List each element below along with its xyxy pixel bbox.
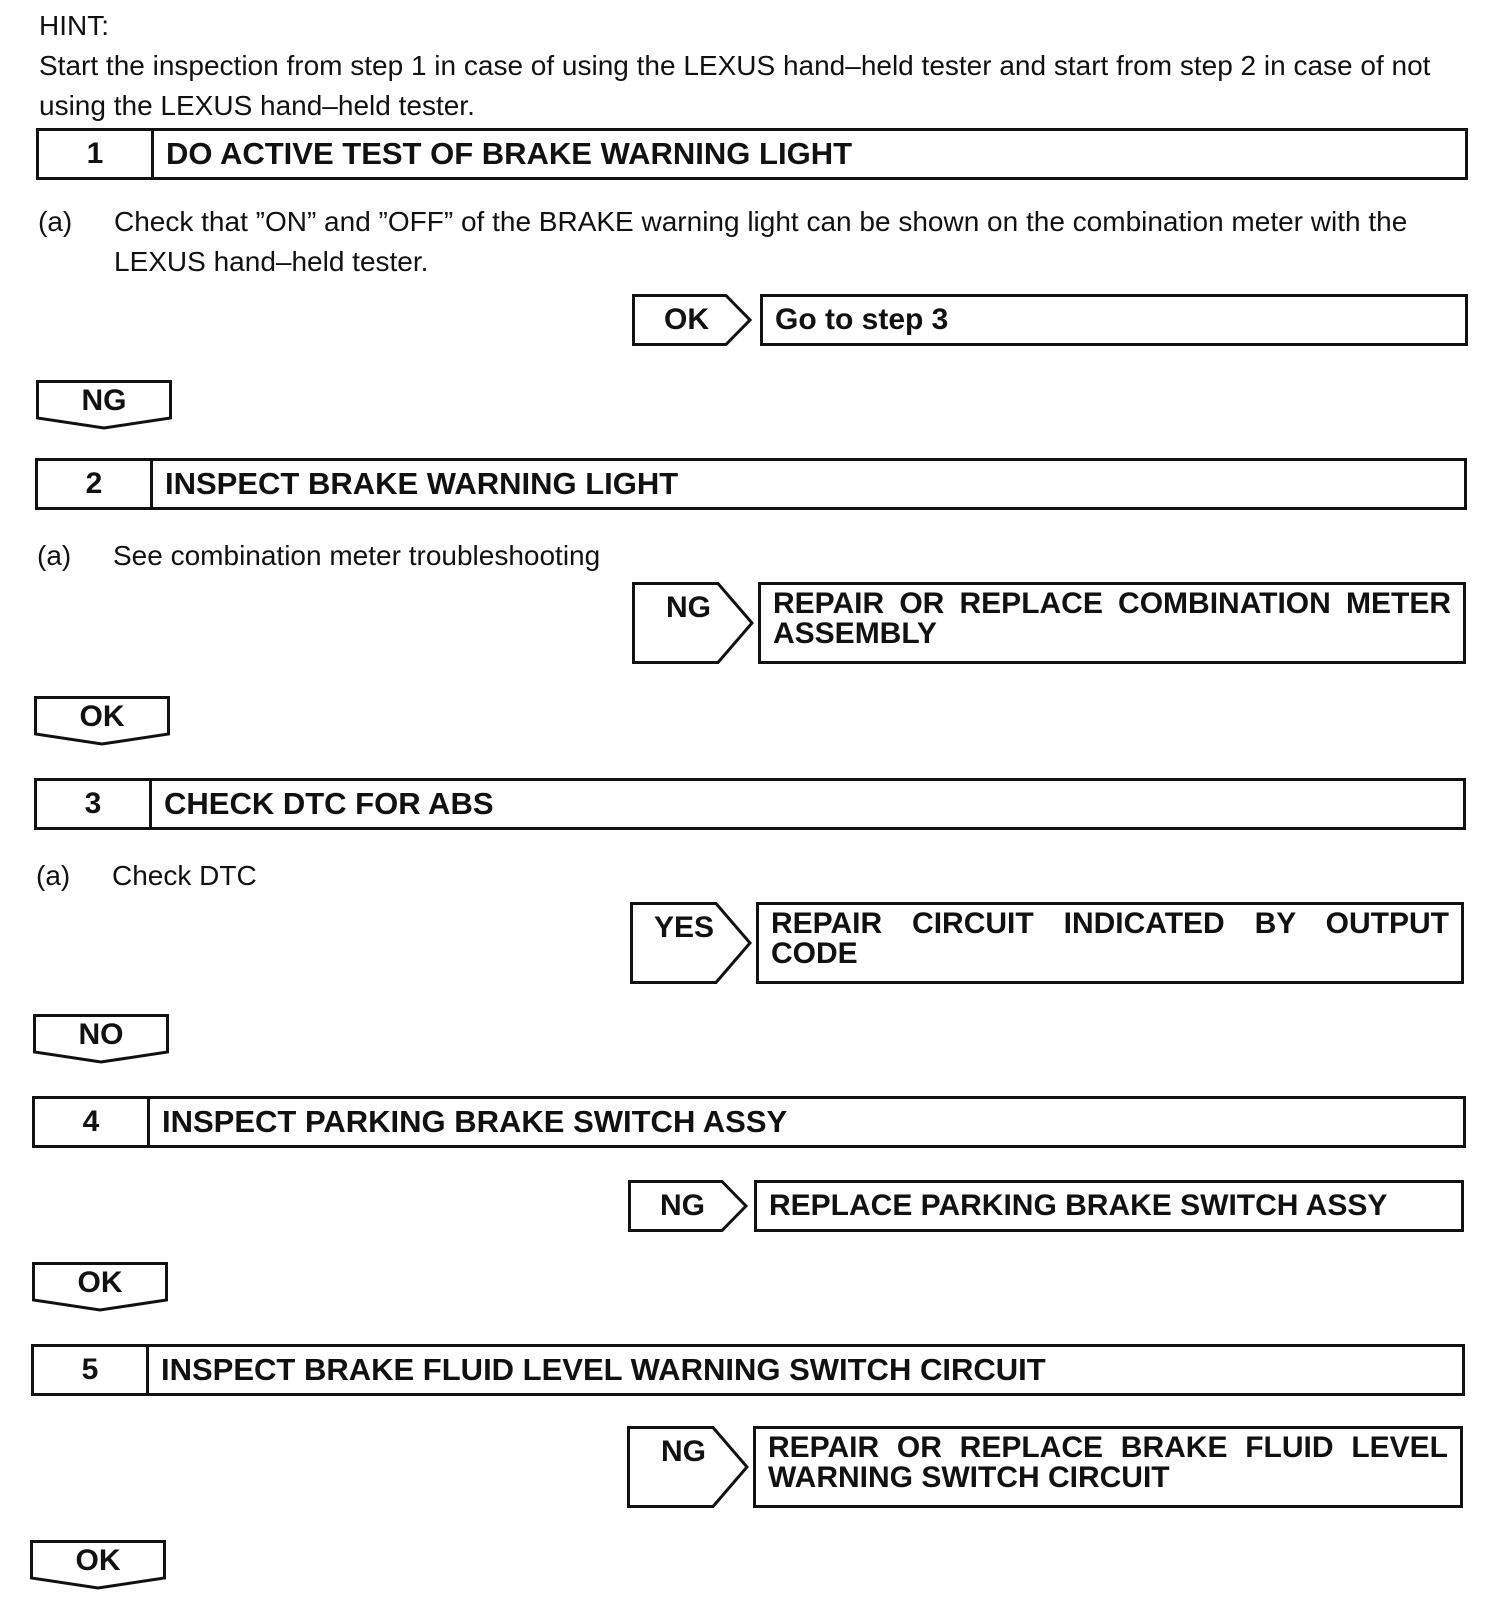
next-label: OK [79, 700, 125, 733]
step-1-substep [38, 202, 1470, 282]
step-2-branch [632, 582, 1468, 664]
step-5-branch [627, 1426, 1465, 1508]
branch-label: NG [660, 1189, 705, 1222]
step-1-header [36, 128, 1468, 180]
branch-result: REPLACE PARKING BRAKE SWITCH ASSY [754, 1180, 1464, 1232]
branch-result: REPAIR OR REPLACE COMBINATION METER ASSEMBLY [758, 582, 1466, 664]
step-number: 5 [34, 1347, 149, 1393]
step-number: 4 [35, 1099, 150, 1145]
substep-text: Check DTC [112, 860, 257, 891]
substep-text: Check that ”ON” and ”OFF” of the BRAKE warning light can be shown on the combination meter with the LEXUS hand–held tester. [114, 206, 1408, 277]
step-2-header [35, 458, 1467, 510]
step-title: CHECK DTC FOR ABS [164, 786, 494, 821]
step-3-branch [630, 902, 1466, 984]
hint-title: HINT: [39, 10, 109, 41]
step-3-substep [36, 856, 1468, 896]
step-4-branch [628, 1180, 1466, 1232]
step-1-next [36, 380, 172, 432]
step-2-next [34, 696, 170, 748]
substep-label: (a) [36, 860, 71, 891]
branch-label: YES [654, 911, 715, 944]
substep-text: See combination meter troubleshooting [113, 540, 601, 571]
next-label: NO [78, 1018, 124, 1051]
substep-label: (a) [37, 540, 72, 571]
next-label: OK [75, 1544, 121, 1577]
step-number: 2 [38, 461, 153, 507]
step-number: 3 [37, 781, 152, 827]
step-3-header [34, 778, 1466, 830]
step-4-next [32, 1262, 168, 1314]
branch-result: REPAIR CIRCUIT INDICATED BY OUTPUT CODE [756, 902, 1464, 984]
step-1-branch [632, 294, 1468, 346]
step-title: INSPECT BRAKE WARNING LIGHT [165, 466, 679, 501]
step-title: INSPECT BRAKE FLUID LEVEL WARNING SWITCH CIRCUIT [161, 1352, 1046, 1387]
branch-label: NG [666, 591, 711, 624]
branch-result: REPAIR OR REPLACE BRAKE FLUID LEVEL WARNING SWITCH CIRCUIT [753, 1426, 1463, 1508]
next-label: NG [81, 384, 127, 417]
branch-label: OK [664, 303, 709, 336]
substep-label: (a) [38, 206, 73, 237]
step-5-header [31, 1344, 1465, 1396]
step-5-next [30, 1540, 166, 1592]
hint-text: Start the inspection from step 1 in case of using the LEXUS hand–held tester and start from step 2 in case of not using the LEXUS hand–held tester. [39, 50, 1431, 121]
step-2-substep [37, 536, 1469, 576]
branch-label: NG [661, 1435, 706, 1468]
step-number: 1 [39, 131, 154, 177]
next-label: OK [77, 1266, 123, 1299]
step-title: INSPECT PARKING BRAKE SWITCH ASSY [162, 1104, 788, 1139]
step-title: DO ACTIVE TEST OF BRAKE WARNING LIGHT [166, 136, 853, 171]
branch-result: Go to step 3 [760, 294, 1468, 346]
step-4-header [32, 1096, 1466, 1148]
step-3-next [33, 1014, 169, 1066]
